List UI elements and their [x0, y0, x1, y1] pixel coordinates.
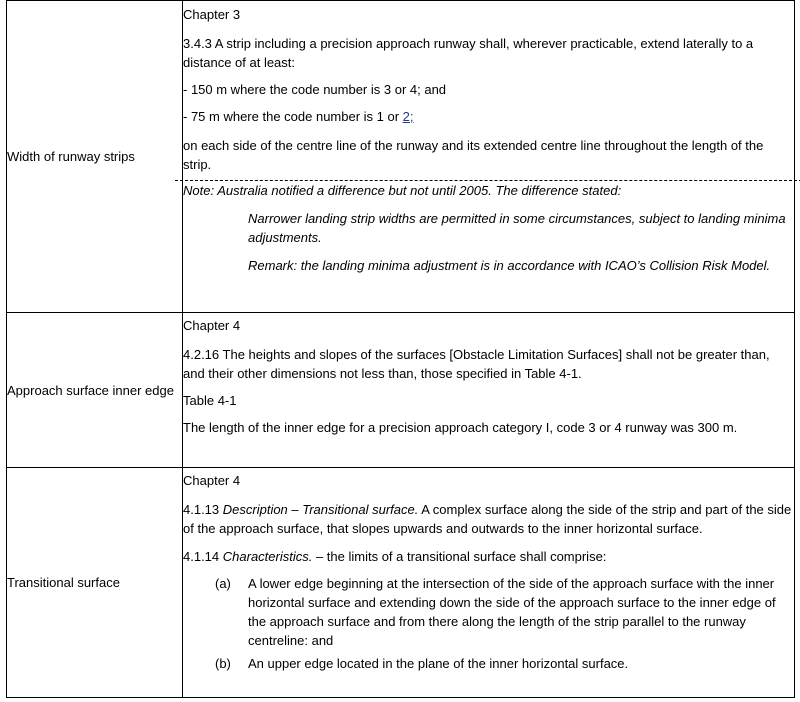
list-item-text: - 75 m where the code number is 1 or — [183, 109, 403, 124]
row-content — [183, 1, 795, 313]
list-item — [183, 574, 794, 650]
row-label: Transitional surface — [7, 468, 183, 698]
paragraph-number: 4.1.14 — [183, 549, 223, 564]
paragraph — [183, 547, 794, 566]
paragraph: The length of the inner edge for a precision approach category I, code 3 or 4 runway was 300 m. — [183, 420, 738, 435]
chapter-heading: Chapter 4 — [183, 473, 241, 488]
list-item — [183, 107, 794, 126]
paragraph-text: – the limits of a transitional surface shall comprise: — [312, 549, 607, 564]
row-label: Approach surface inner edge — [7, 313, 183, 468]
paragraph: 4.2.16 The heights and slopes of the surfaces [Obstacle Limitation Surfaces] shall not be greater than, and their other dimensions not less than, those specified in Table 4-1. — [183, 347, 770, 381]
list-item — [183, 654, 794, 673]
row-label: Width of runway strips — [7, 1, 183, 313]
quote-italic: Remark: the landing minima adjustment is in accordance with ICAO’s Collision Risk Model. — [248, 258, 771, 273]
paragraph: on each side of the centre line of the runway and its extended centre line throughout the length of the strip. — [183, 138, 764, 172]
paragraph-emphasis: Characteristics. — [222, 549, 313, 564]
paragraph-emphasis: Description – Transitional surface. — [222, 502, 419, 517]
table-row — [7, 1, 795, 313]
paragraph — [183, 500, 794, 538]
row-content — [183, 313, 795, 468]
quote-italic: Narrower landing strip widths are permitted in some circumstances, subject to landing minima adjustments. — [248, 211, 786, 245]
table-row — [7, 313, 795, 468]
list-item: - 150 m where the code number is 3 or 4; and — [183, 82, 447, 97]
note-text — [183, 181, 794, 200]
chapter-heading: Chapter 4 — [183, 318, 241, 333]
paragraph: 3.4.3 A strip including a precision approach runway shall, wherever practicable, extend laterally to a distance of at least: — [183, 36, 754, 70]
chapter-heading: Chapter 3 — [183, 7, 241, 22]
row-content — [183, 468, 795, 698]
regulation-table — [6, 0, 795, 698]
list-marker: (a) — [215, 576, 231, 591]
reference-link[interactable]: 2; — [402, 109, 414, 124]
paragraph-text: A complex surface along the side of the strip and part of the side of the approach surface, that slopes upwards and outwards to the inner horizontal surface. — [183, 502, 792, 536]
note-italic: Note: Australia notified a difference but not until 2005. The difference stated: — [183, 183, 622, 198]
quote-text — [183, 256, 794, 275]
note-section — [175, 180, 800, 275]
list-item-text: An upper edge located in the plane of the inner horizontal surface. — [248, 656, 629, 671]
list-item-text: A lower edge beginning at the intersection of the side of the approach surface with the inner horizontal surface and extending down the side of the approach surface to the inner edge of the approach surface and from there along the length of the strip parallel to the runway centreline: and — [248, 576, 776, 648]
quote-text — [183, 209, 794, 247]
paragraph-number: 4.1.13 — [183, 502, 223, 517]
table-row — [7, 468, 795, 698]
list-marker: (b) — [215, 656, 231, 671]
table-reference: Table 4-1 — [183, 393, 237, 408]
